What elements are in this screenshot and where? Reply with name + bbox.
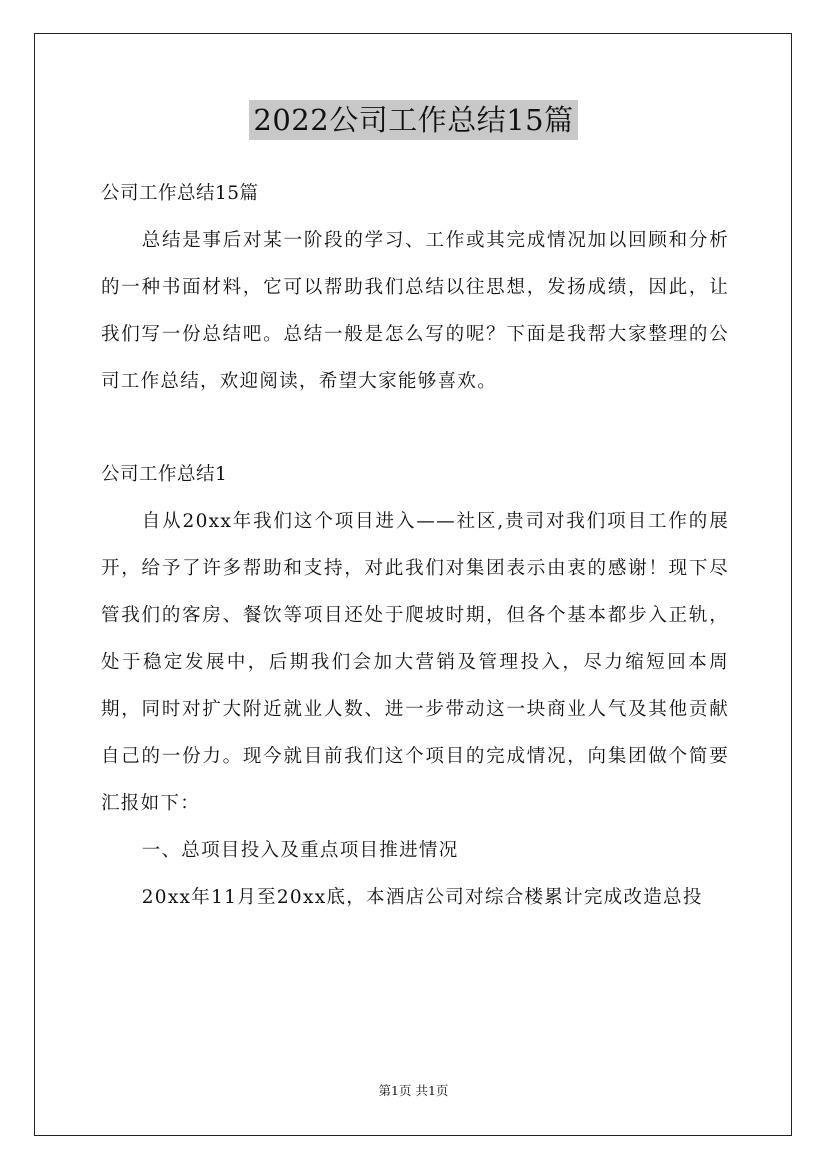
section-paragraph-2: 20xx年11月至20xx底，本酒店公司对综合楼累计完成改造总投 (141, 887, 703, 908)
document-subtitle: 公司工作总结15篇 (101, 183, 259, 204)
page-footer: 第1页 共1页 (378, 1083, 449, 1098)
document-title (0, 100, 827, 140)
document-body (101, 170, 729, 921)
intro-paragraph: 总结是事后对某一阶段的学习、工作或其完成情况加以回顾和分析的一种书面材料，它可以帮助我们总结以往思想，发扬成绩，因此，让我们写一份总结吧。总结一般是怎么写的呢？下面是我帮大家整理的公司工作总结，欢迎阅读，希望大家能够喜欢。 (101, 230, 729, 392)
document-title-text: 2022公司工作总结15篇 (249, 100, 577, 140)
section-heading: 公司工作总结1 (101, 464, 228, 485)
section-paragraph: 自从20xx年我们这个项目进入——社区,贵司对我们项目工作的展开，给予了许多帮助和支持，对此我们对集团表示由衷的感谢！现下尽管我们的客房、餐饮等项目还处于爬坡时期，但各个基本都步入正轨，处于稳定发展中，后期我们会加大营销及管理投入，尽力缩短回本周期，同时对扩大附近就业人数、进一步带动这一块商业人气及其他贡献自己的一份力。现今就目前我们这个项目的完成情况，向集团做个简要汇报如下： (101, 511, 729, 814)
paragraph-spacer (101, 405, 729, 451)
section-subheading: 一、总项目投入及重点项目推进情况 (141, 840, 459, 861)
